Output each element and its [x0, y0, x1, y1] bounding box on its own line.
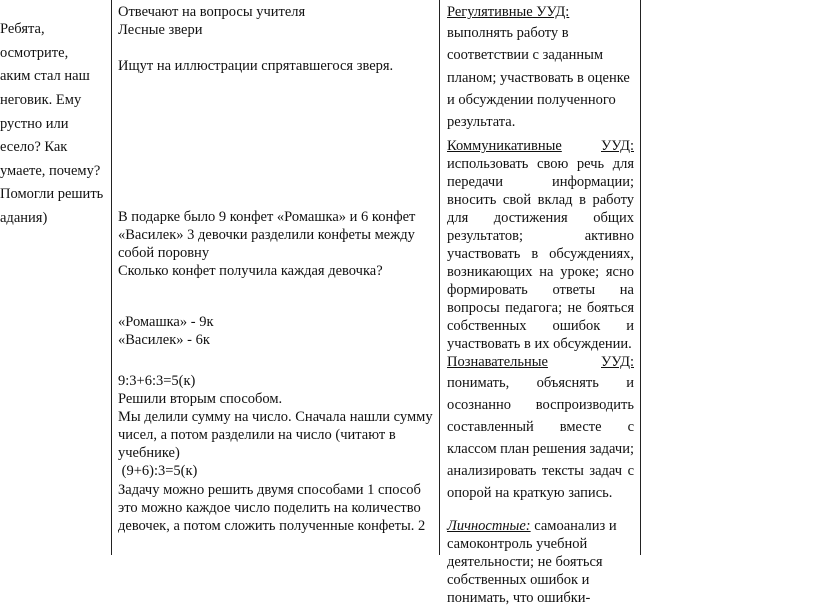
cognitive-line: опорой на краткую запись.	[447, 485, 613, 501]
word: на	[539, 264, 554, 280]
communicative-title-word: Коммуникативные	[447, 138, 562, 154]
column-divider-3	[640, 0, 641, 555]
word: достижения	[493, 210, 568, 226]
word: тексты	[541, 463, 584, 479]
word: работу	[592, 192, 634, 208]
communicative-line	[447, 263, 634, 281]
solution-line: Мы делили сумму на число. Сначала нашли сумму	[118, 409, 433, 425]
word: информации;	[551, 174, 634, 190]
student-line: Ищут на иллюстрации спрятавшегося зверя.	[118, 58, 394, 74]
word: собственных	[447, 318, 527, 334]
communicative-line	[447, 191, 634, 209]
word: возникающих	[447, 264, 533, 280]
student-line: Отвечают на вопросы учителя	[118, 4, 306, 20]
solution-line: Задачу можно решить двумя способами 1 способ	[118, 482, 421, 498]
task-line: собой поровну	[118, 245, 210, 261]
communicative-line	[447, 245, 634, 263]
regulative-line: соответствии с заданным	[447, 47, 604, 63]
word: задач	[589, 463, 623, 479]
communicative-line	[447, 281, 634, 299]
word: свою	[537, 156, 569, 172]
word: на	[619, 282, 634, 298]
teacher-line: рустно или	[0, 116, 69, 132]
column-divider-1	[111, 0, 112, 555]
word: в	[531, 246, 539, 262]
word: педагога;	[505, 300, 563, 316]
personal-line: собственных ошибок и	[447, 572, 590, 588]
cognitive-title-word: Познавательные	[447, 354, 548, 370]
word: свой	[502, 192, 532, 208]
communicative-line	[447, 173, 634, 191]
word: речь	[576, 156, 605, 172]
word: понимать,	[447, 375, 510, 391]
cognitive-line	[447, 418, 634, 436]
communicative-line	[447, 209, 634, 227]
word: классом	[447, 441, 497, 457]
teacher-line: умаете, почему?	[0, 163, 101, 179]
solution-line: Решили вторым способом.	[118, 391, 283, 407]
candy-line: «Ромашка» - 9к	[118, 314, 214, 330]
cognitive-line	[447, 462, 634, 480]
regulative-line: выполнять работу в	[447, 25, 569, 41]
word: ошибок	[552, 318, 601, 334]
personal-line: самоконтроль учебной	[447, 536, 588, 552]
communicative-line	[447, 317, 634, 335]
word: вместе	[559, 419, 602, 435]
word: для	[612, 156, 634, 172]
regulative-line: результата.	[447, 114, 516, 130]
solution-line: 9:3+6:3=5(к)	[118, 373, 196, 389]
word: с	[627, 463, 634, 479]
word: не	[567, 300, 582, 316]
solution-line: девочек, а потом сложить полученные конфеты. 2	[118, 518, 426, 534]
word: формировать	[447, 282, 528, 298]
word: ясно	[605, 264, 634, 280]
regulative-title: Регулятивные УУД:	[447, 4, 570, 20]
communicative-title-word: УУД:	[601, 138, 634, 154]
teacher-line: осмотрите,	[0, 45, 69, 61]
solution-line: учебнике)	[118, 445, 180, 461]
solution-line: (9+6):3=5(к)	[118, 463, 198, 479]
cognitive-line	[447, 374, 634, 392]
task-line: Сколько конфет получила каждая девочка?	[118, 263, 383, 279]
teacher-line: Ребята,	[0, 21, 45, 37]
cognitive-line	[447, 396, 634, 414]
personal-text: самоанализ и	[530, 518, 617, 534]
communicative-title	[447, 137, 634, 155]
teacher-line: Помогли решить	[0, 186, 104, 202]
word: анализировать	[447, 463, 537, 479]
word: для	[447, 210, 469, 226]
word: вносить	[447, 192, 497, 208]
teacher-line: адания)	[0, 210, 48, 226]
communicative-line: участвовать в их обсуждении.	[447, 336, 632, 352]
word: передачи	[447, 174, 503, 190]
word: уроке;	[560, 264, 600, 280]
word: и	[626, 318, 634, 334]
word: в	[579, 192, 586, 208]
teacher-line: неговик. Ему	[0, 92, 82, 108]
word: воспроизводить	[535, 397, 634, 413]
personal-title: Личностные:	[447, 518, 531, 534]
word: результатов;	[447, 228, 524, 244]
communicative-line	[447, 227, 634, 245]
word: осознанно	[447, 397, 511, 413]
communicative-line	[447, 155, 634, 173]
personal-line: деятельности; не бояться	[447, 554, 603, 570]
word: ответы	[552, 282, 596, 298]
cognitive-title-word: УУД:	[601, 354, 634, 370]
task-line: «Василек» 3 девочки разделили конфеты между	[118, 227, 415, 243]
column-divider-2	[439, 0, 440, 555]
word: и	[626, 375, 634, 391]
word: составленный	[447, 419, 534, 435]
teacher-line: есело? Как	[0, 139, 68, 155]
personal-line	[447, 517, 617, 535]
word: вопросы	[447, 300, 500, 316]
task-line: В подарке было 9 конфет «Ромашка» и 6 конфет	[118, 209, 416, 225]
word: бояться	[586, 300, 634, 316]
word: задачи;	[589, 441, 634, 457]
word: решения	[532, 441, 587, 457]
word: вклад	[537, 192, 573, 208]
regulative-line: и обсуждении полученного	[447, 92, 616, 108]
word: с	[627, 419, 634, 435]
solution-line: это можно каждое число поделить на количество	[118, 500, 421, 516]
word: активно	[584, 228, 634, 244]
personal-line: понимать, что ошибки-	[447, 590, 591, 606]
teacher-line: аким стал наш	[0, 68, 90, 84]
word: общих	[593, 210, 634, 226]
word: план	[500, 441, 530, 457]
word: объяснять	[536, 375, 599, 391]
communicative-line	[447, 299, 634, 317]
regulative-line: планом; участвовать в оценке	[447, 70, 630, 86]
word: участвовать	[447, 246, 521, 262]
cognitive-line	[447, 440, 634, 458]
student-line: Лесные звери	[118, 22, 203, 38]
candy-line: «Василек» - 6к	[118, 332, 210, 348]
word: обсуждениях,	[549, 246, 634, 262]
solution-line: чисел, а потом разделили на число (читают в	[118, 427, 396, 443]
cognitive-title	[447, 353, 634, 371]
word: использовать	[447, 156, 529, 172]
